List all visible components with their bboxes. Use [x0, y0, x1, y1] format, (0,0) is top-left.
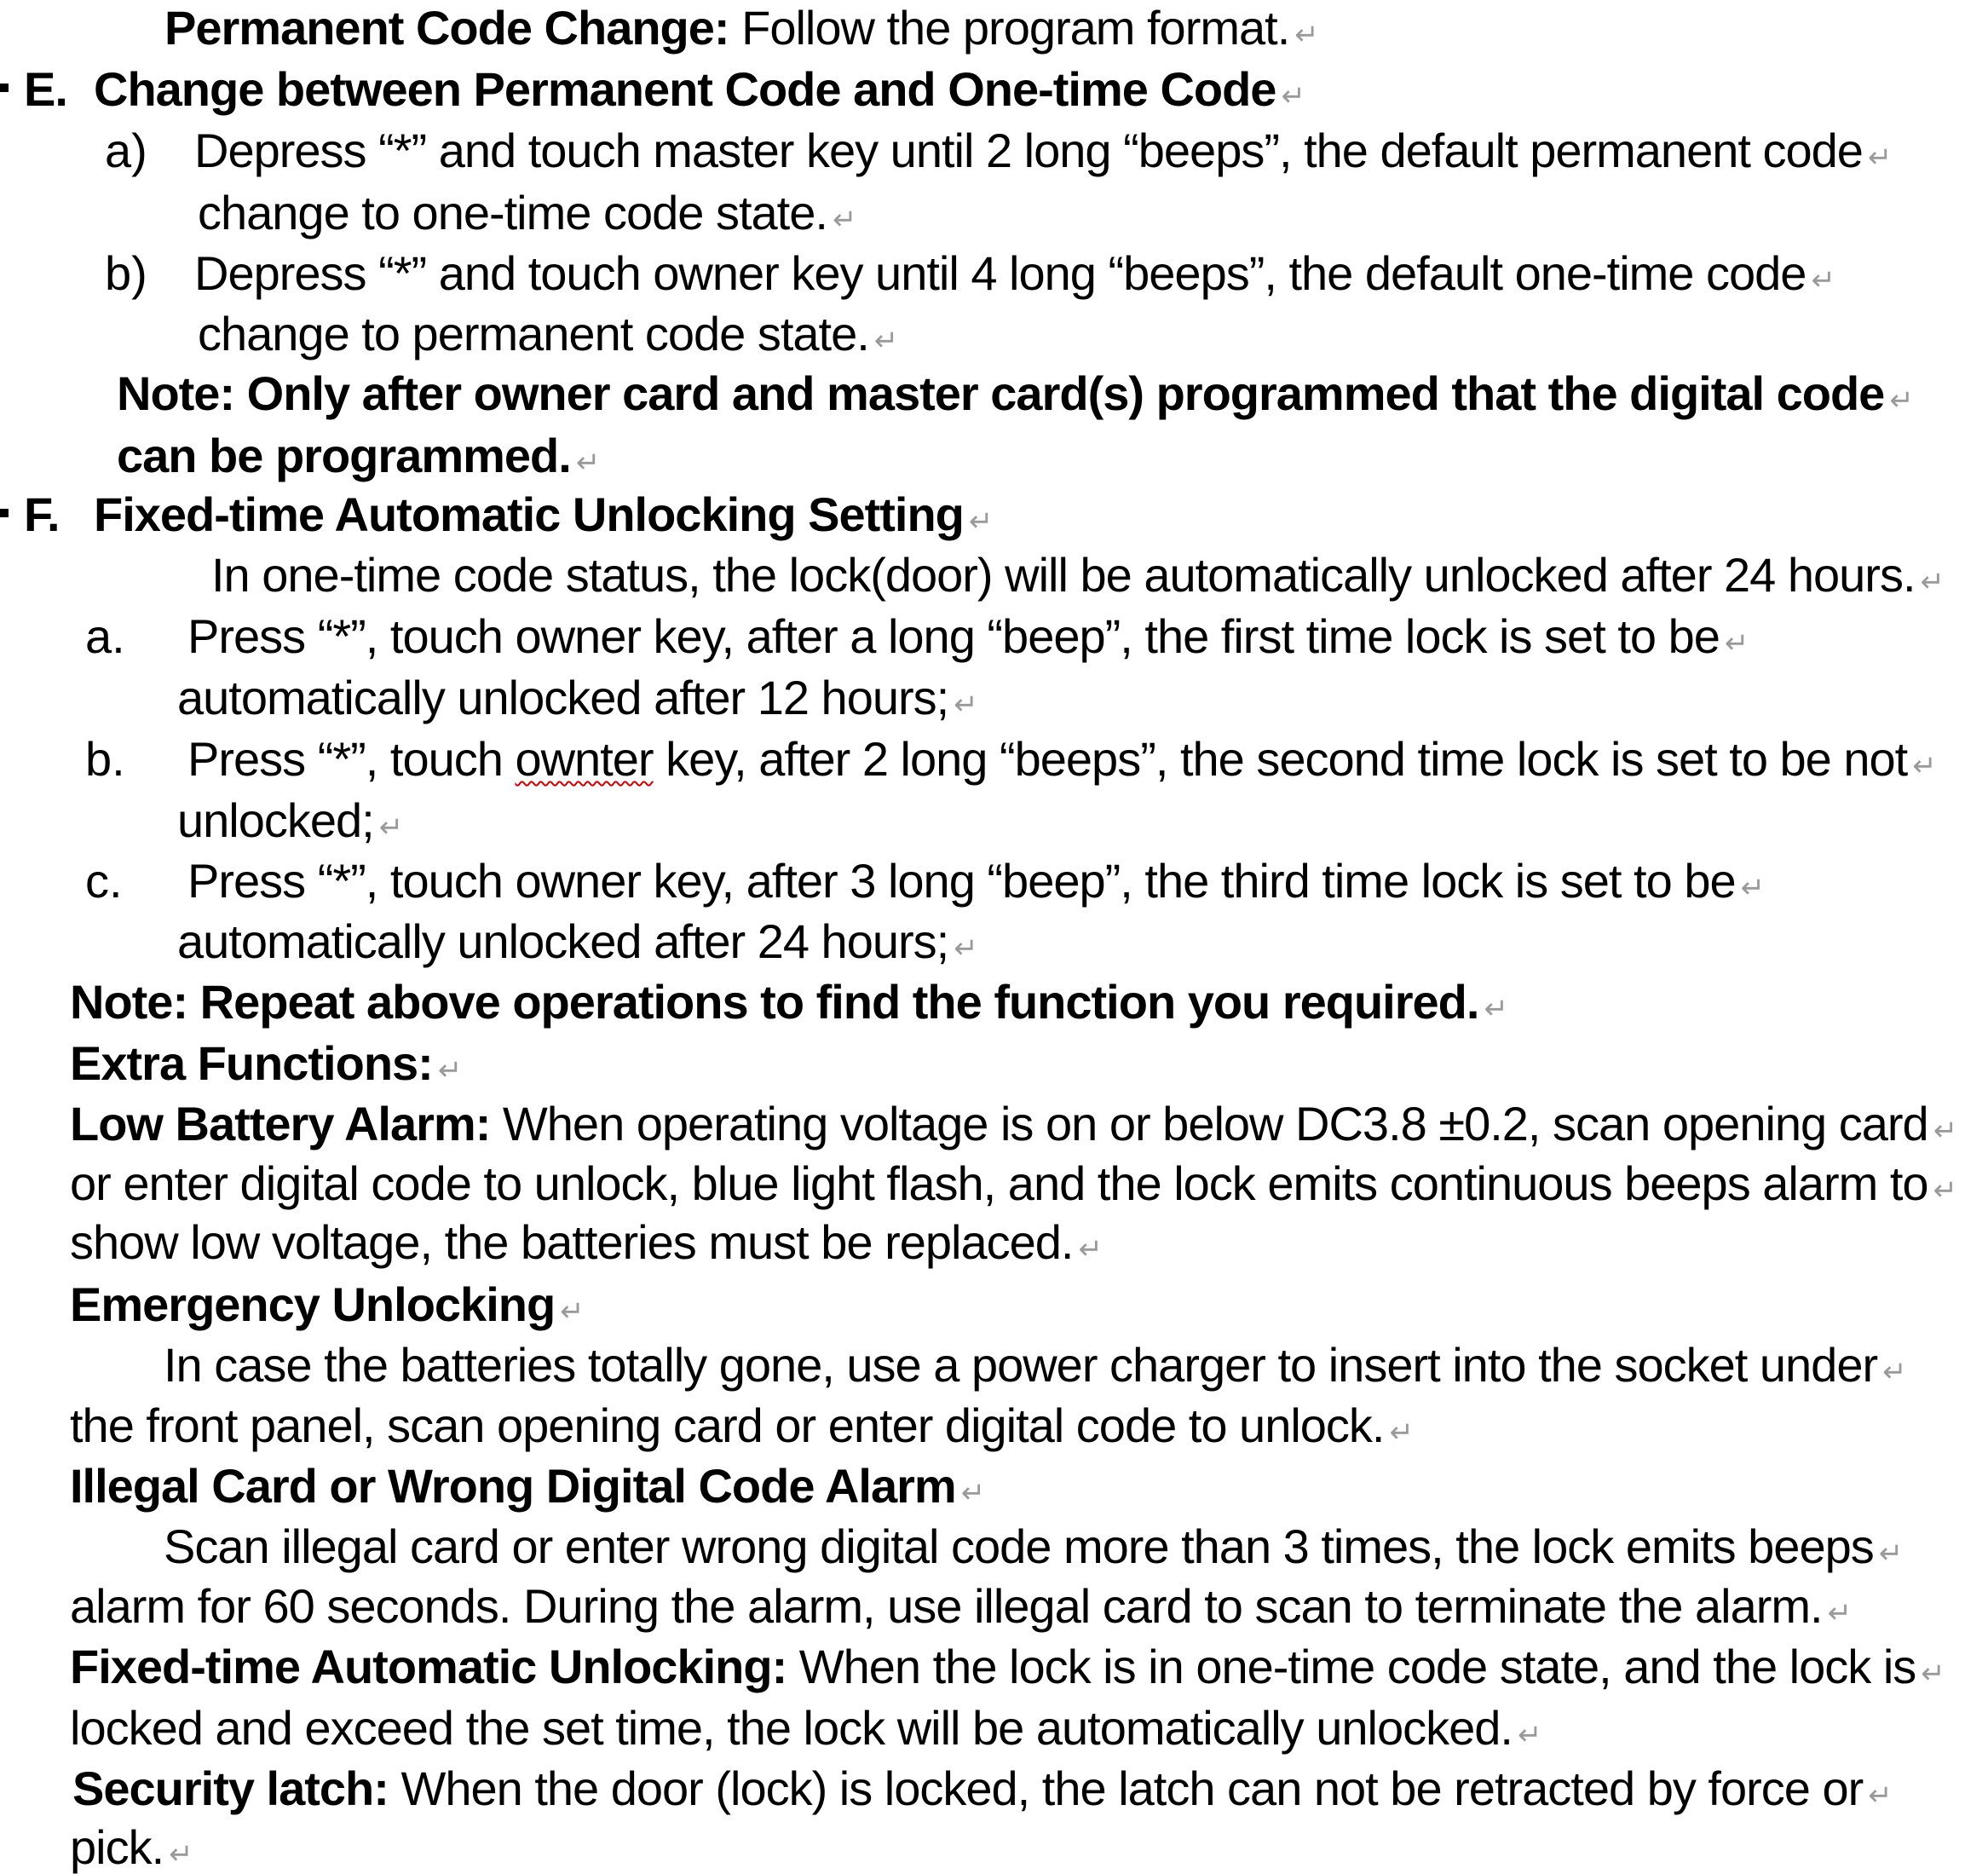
fixed-time-text1: When the lock is in one-time code state, and the lock is — [787, 1640, 1916, 1693]
section-f-intro — [211, 548, 1945, 602]
emergency-heading — [70, 1277, 584, 1331]
illegal-card-line2 — [70, 1579, 1852, 1633]
paragraph-mark-icon: ↵ — [1920, 566, 1945, 598]
section-e-note-line1 — [117, 366, 1913, 420]
section-e-note-text1: Note: Only after owner card and master card(s) programmed that the digital code — [117, 366, 1885, 420]
low-battery-line3 — [70, 1215, 1102, 1269]
item-e-a-text2: change to one-time code state. — [198, 186, 827, 239]
bullet-square-icon — [0, 84, 9, 92]
section-f-title-text: Fixed-time Automatic Unlocking Setting — [94, 487, 964, 541]
paragraph-mark-icon: ↵ — [873, 325, 898, 357]
emergency-text1: In case the batteries totally gone, use a power charger to insert into the socket under — [164, 1338, 1878, 1392]
paragraph-mark-icon: ↵ — [1912, 750, 1936, 782]
paragraph-mark-icon: ↵ — [832, 204, 856, 236]
paragraph-mark-icon: ↵ — [1078, 1233, 1102, 1266]
paragraph-mark-icon: ↵ — [1281, 80, 1305, 112]
paragraph-mark-icon: ↵ — [378, 811, 403, 844]
paragraph-mark-icon: ↵ — [1882, 1356, 1906, 1388]
illegal-card-line1 — [164, 1519, 1903, 1573]
permanent-code-change-text: Follow the program format. — [729, 1, 1290, 55]
paragraph-mark-icon: ↵ — [1517, 1719, 1541, 1751]
paragraph-mark-icon: ↵ — [1933, 1174, 1957, 1207]
item-f-b-text2: unlocked; — [177, 793, 374, 847]
emergency-line1 — [164, 1338, 1906, 1392]
section-e-label: E. — [24, 62, 67, 116]
paragraph-mark-icon: ↵ — [968, 505, 993, 538]
item-f-b-line1 — [187, 732, 1936, 786]
item-e-a-line1 — [194, 124, 1892, 177]
fixed-time-label: Fixed-time Automatic Unlocking: — [70, 1640, 787, 1693]
paragraph-mark-icon: ↵ — [1867, 141, 1892, 174]
paragraph-mark-icon: ↵ — [960, 1477, 985, 1509]
permanent-code-change-line — [164, 1, 1318, 55]
section-e-heading — [24, 62, 67, 116]
paragraph-mark-icon: ↵ — [1868, 1779, 1892, 1812]
item-f-c-text2: automatically unlocked after 24 hours; — [177, 914, 949, 968]
fixed-time-line2 — [70, 1701, 1541, 1755]
emergency-heading-text: Emergency Unlocking — [70, 1277, 556, 1331]
item-e-b-line2 — [198, 307, 898, 360]
paragraph-mark-icon: ↵ — [1294, 19, 1318, 51]
section-f-note-text: Note: Repeat above operations to find the function you required. — [70, 975, 1479, 1029]
emergency-line2 — [70, 1398, 1413, 1452]
illegal-card-heading — [70, 1459, 985, 1513]
section-e-note-text2: can be programmed. — [117, 429, 571, 482]
item-e-b-text2: change to permanent code state. — [198, 307, 869, 360]
section-f-title — [94, 487, 993, 541]
bullet-square-icon — [0, 509, 9, 517]
low-battery-line1 — [70, 1097, 1957, 1150]
paragraph-mark-icon: ↵ — [437, 1054, 462, 1087]
paragraph-mark-icon: ↵ — [169, 1838, 193, 1871]
paragraph-mark-icon: ↵ — [1724, 627, 1749, 660]
section-f-note — [70, 975, 1507, 1029]
extra-functions-heading-text: Extra Functions: — [70, 1036, 433, 1090]
low-battery-text2: or enter digital code to unlock, blue light flash, and the lock emits continuous beeps alarm to — [70, 1156, 1928, 1210]
item-e-b-text1: Depress “*” and touch owner key until 4 long “beeps”, the default one-time code — [194, 246, 1806, 300]
paragraph-mark-icon: ↵ — [1811, 264, 1835, 297]
item-e-a-line2 — [198, 186, 856, 239]
item-f-b-line2 — [177, 793, 403, 847]
security-latch-line1 — [72, 1762, 1892, 1815]
item-f-a-line2 — [177, 671, 977, 724]
item-f-c-line2 — [177, 914, 977, 968]
paragraph-mark-icon: ↵ — [1827, 1597, 1852, 1629]
paragraph-mark-icon: ↵ — [954, 932, 977, 965]
paragraph-mark-icon: ↵ — [1878, 1537, 1903, 1570]
fixed-time-text2: locked and exceed the set time, the lock will be automatically unlocked. — [70, 1701, 1513, 1755]
section-e-title — [94, 62, 1305, 116]
item-f-b-text1-pre: Press “*”, touch — [187, 732, 516, 786]
item-e-b-line1 — [194, 246, 1835, 300]
item-f-c-line1 — [187, 854, 1765, 908]
paragraph-mark-icon: ↵ — [1740, 872, 1765, 904]
low-battery-text1: When operating voltage is on or below DC3.8 ±0.2, scan opening card — [490, 1097, 1928, 1150]
illegal-card-text2: alarm for 60 seconds. During the alarm, use illegal card to scan to terminate the alarm. — [70, 1579, 1823, 1633]
item-e-a-text1: Depress “*” and touch master key until 2 long “beeps”, the default permanent code — [194, 124, 1863, 177]
paragraph-mark-icon: ↵ — [1933, 1115, 1957, 1147]
security-latch-label: Security latch: — [72, 1762, 389, 1815]
paragraph-mark-icon: ↵ — [1389, 1416, 1413, 1449]
section-f-intro-text: In one-time code status, the lock(door) will be automatically unlocked after 24 hours. — [211, 548, 1916, 602]
security-latch-text1: When the door (lock) is locked, the latch can not be retracted by force or — [388, 1762, 1864, 1815]
illegal-card-text1: Scan illegal card or enter wrong digital code more than 3 times, the lock emits beeps — [164, 1519, 1874, 1573]
low-battery-label: Low Battery Alarm: — [70, 1097, 491, 1150]
security-latch-line2 — [70, 1820, 193, 1874]
item-f-c-text1: Press “*”, touch owner key, after 3 long “beep”, the third time lock is set to be — [187, 854, 1736, 908]
paragraph-mark-icon: ↵ — [575, 447, 600, 479]
low-battery-line2 — [70, 1156, 1957, 1210]
section-f-label: F. — [24, 487, 60, 541]
section-f-heading — [24, 487, 60, 541]
section-e-note-line2 — [117, 429, 600, 482]
item-f-b-label: b. — [85, 732, 125, 786]
permanent-code-change-label: Permanent Code Change: — [164, 1, 729, 55]
fixed-time-line1 — [70, 1640, 1945, 1693]
paragraph-mark-icon: ↵ — [1921, 1658, 1945, 1690]
misspelled-word: ownter — [515, 732, 654, 786]
paragraph-mark-icon: ↵ — [1484, 993, 1507, 1025]
extra-functions-heading — [70, 1036, 462, 1090]
item-f-a-line1 — [187, 609, 1749, 663]
item-f-a-text1: Press “*”, touch owner key, after a long “beep”, the first time lock is set to be — [187, 609, 1720, 663]
paragraph-mark-icon: ↵ — [560, 1295, 584, 1328]
paragraph-mark-icon: ↵ — [1889, 384, 1913, 417]
paragraph-mark-icon: ↵ — [954, 689, 977, 721]
item-e-a-label: a) — [105, 124, 147, 177]
illegal-card-heading-text: Illegal Card or Wrong Digital Code Alarm — [70, 1459, 956, 1513]
low-battery-text3: show low voltage, the batteries must be replaced. — [70, 1215, 1074, 1269]
item-f-a-text2: automatically unlocked after 12 hours; — [177, 671, 949, 724]
section-e-title-text: Change between Permanent Code and One-time Code — [94, 62, 1276, 116]
emergency-text2: the front panel, scan opening card or enter digital code to unlock. — [70, 1398, 1385, 1452]
item-f-b-text1-post: key, after 2 long “beeps”, the second time lock is set to be not — [653, 732, 1908, 786]
item-f-c-label: c. — [85, 854, 123, 908]
item-f-a-label: a. — [85, 609, 125, 663]
security-latch-text2: pick. — [70, 1820, 164, 1874]
item-e-b-label: b) — [105, 246, 147, 300]
